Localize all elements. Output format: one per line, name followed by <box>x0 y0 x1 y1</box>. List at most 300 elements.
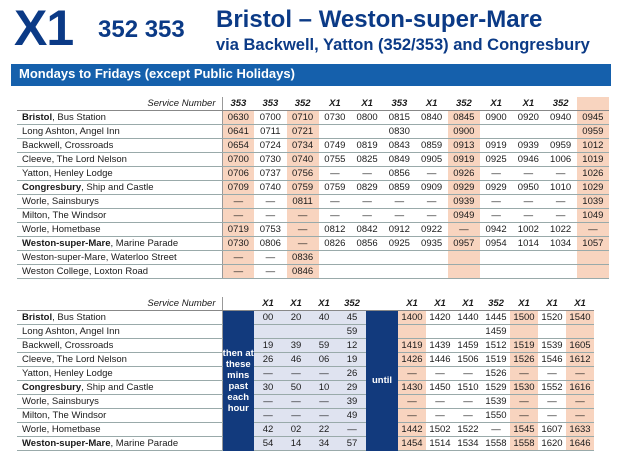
departure-time: 1534 <box>454 437 482 451</box>
stop-name <box>17 209 222 223</box>
table-row <box>17 195 609 209</box>
stop-name-main: Bristol <box>22 312 53 323</box>
table-row <box>17 111 609 125</box>
departure-time: 1520 <box>538 311 566 325</box>
departure-time: 1039 <box>577 195 609 209</box>
departure-time: — <box>426 367 454 381</box>
until-header-blank <box>366 297 398 311</box>
departure-time: — <box>545 209 577 223</box>
stop-name <box>17 381 222 395</box>
departure-time: 0919 <box>480 139 512 153</box>
minutes-past-hour: 46 <box>282 353 310 367</box>
departure-time: 0926 <box>448 167 480 181</box>
departure-time: 1445 <box>482 311 510 325</box>
departure-time: 0849 <box>383 153 415 167</box>
departure-time: 1420 <box>426 311 454 325</box>
service-number: 353 <box>222 97 254 111</box>
stop-name <box>17 325 222 339</box>
then-note: then at these mins past each hour <box>222 311 254 451</box>
table-row <box>17 381 622 395</box>
departure-time: — <box>510 395 538 409</box>
departure-time: 0641 <box>222 125 254 139</box>
departure-time: — <box>351 195 383 209</box>
departure-time: — <box>222 251 254 265</box>
departure-time: 0759 <box>287 181 319 195</box>
departure-time: — <box>319 167 351 181</box>
departure-time: 0929 <box>448 181 480 195</box>
departure-time: 0939 <box>448 195 480 209</box>
departure-time: 1550 <box>482 409 510 423</box>
departure-time: 1442 <box>398 423 426 437</box>
departure-time <box>319 265 351 279</box>
departure-time <box>545 125 577 139</box>
minutes-past-hour: 45 <box>338 311 366 325</box>
stop-name <box>17 223 222 237</box>
table-row <box>17 353 622 367</box>
departure-time: 0925 <box>480 153 512 167</box>
departure-time: — <box>398 409 426 423</box>
stop-name <box>17 195 222 209</box>
minutes-past-hour: 57 <box>338 437 366 451</box>
table-row <box>17 167 609 181</box>
departure-time: 1450 <box>426 381 454 395</box>
service-number: X1 <box>454 297 482 311</box>
departure-time: 0800 <box>351 111 383 125</box>
departure-time: 0830 <box>383 125 415 139</box>
departure-time: 1514 <box>426 437 454 451</box>
departure-time: 0756 <box>287 167 319 181</box>
departure-time: 1012 <box>577 139 609 153</box>
minutes-past-hour: 19 <box>254 339 282 353</box>
minutes-past-hour: 26 <box>338 367 366 381</box>
departure-time: 1006 <box>545 153 577 167</box>
service-number-row <box>17 97 609 111</box>
minutes-past-hour: 12 <box>338 339 366 353</box>
departure-time: 1439 <box>426 339 454 353</box>
departure-time: 0749 <box>319 139 351 153</box>
minutes-past-hour: 10 <box>310 381 338 395</box>
departure-time: 1510 <box>454 381 482 395</box>
departure-time: 0730 <box>222 237 254 251</box>
departure-time: — <box>538 409 566 423</box>
stop-name-main: Yatton, Henley Lodge <box>22 368 113 379</box>
departure-time: 0843 <box>383 139 415 153</box>
service-number: X1 <box>398 297 426 311</box>
departure-time: 1026 <box>577 167 609 181</box>
minutes-past-hour: — <box>282 395 310 409</box>
minutes-past-hour: 59 <box>338 325 366 339</box>
service-number: 352 <box>545 97 577 111</box>
minutes-past-hour: 59 <box>310 339 338 353</box>
stop-name-main: Weston-super-Mare <box>22 238 111 249</box>
departure-time: 0950 <box>512 181 544 195</box>
departure-time: 1539 <box>482 395 510 409</box>
departure-time: 1014 <box>512 237 544 251</box>
departure-time: — <box>319 209 351 223</box>
stop-name-main: Cleeve, The Lord Nelson <box>22 154 127 165</box>
table-row <box>17 265 609 279</box>
stop-name <box>17 153 222 167</box>
minutes-past-hour: — <box>310 367 338 381</box>
table-row <box>17 139 609 153</box>
departure-time: 0815 <box>383 111 415 125</box>
stop-name <box>17 367 222 381</box>
departure-time: — <box>454 367 482 381</box>
departure-time: — <box>538 367 566 381</box>
departure-time: — <box>480 209 512 223</box>
departure-time: — <box>482 423 510 437</box>
departure-time <box>426 325 454 339</box>
departure-time: 0935 <box>416 237 448 251</box>
departure-time <box>512 251 544 265</box>
departure-time: 1539 <box>538 339 566 353</box>
departure-time: 0753 <box>254 223 286 237</box>
departure-time: — <box>510 409 538 423</box>
service-number: X1 <box>512 97 544 111</box>
departure-time: 0919 <box>448 153 480 167</box>
departure-time: 0909 <box>416 181 448 195</box>
departure-time <box>351 265 383 279</box>
service-number: X1 <box>319 97 351 111</box>
departure-time: 0812 <box>319 223 351 237</box>
minutes-past-hour: 39 <box>282 339 310 353</box>
until-note: until <box>366 311 398 451</box>
departure-time: 1522 <box>454 423 482 437</box>
minutes-past-hour: 39 <box>338 395 366 409</box>
minutes-past-hour: 20 <box>282 311 310 325</box>
departure-time: — <box>566 367 594 381</box>
minutes-past-hour: — <box>254 409 282 423</box>
departure-time: 0929 <box>480 181 512 195</box>
departure-time: 0959 <box>545 139 577 153</box>
departure-time: 1502 <box>426 423 454 437</box>
minutes-past-hour: 54 <box>254 437 282 451</box>
departure-time <box>577 265 609 279</box>
service-number: X1 <box>426 297 454 311</box>
stop-name-main: Bristol <box>22 112 53 123</box>
departure-time: 1545 <box>510 423 538 437</box>
stop-name-main: Congresbury <box>22 182 82 193</box>
stop-name <box>17 251 222 265</box>
departure-time: — <box>416 209 448 223</box>
departure-time: 0945 <box>577 111 609 125</box>
stop-name <box>17 125 222 139</box>
stop-name-main: Weston College, Loxton Road <box>22 266 149 277</box>
departure-time: 1034 <box>545 237 577 251</box>
service-number: 352 <box>338 297 366 311</box>
stop-name-main: Worle, Sainsburys <box>22 396 99 407</box>
stop-name-detail: , Marine Parade <box>110 438 179 449</box>
table-row <box>17 423 622 437</box>
departure-time: 0942 <box>480 223 512 237</box>
departure-time: — <box>545 167 577 181</box>
departure-time: 0737 <box>254 167 286 181</box>
departure-time <box>416 265 448 279</box>
departure-time <box>480 125 512 139</box>
departure-time: 0730 <box>254 153 286 167</box>
departure-time: 1616 <box>566 381 594 395</box>
minutes-past-hour: 30 <box>254 381 282 395</box>
table-row <box>17 251 609 265</box>
departure-time: 1633 <box>566 423 594 437</box>
departure-time: 1049 <box>577 209 609 223</box>
departure-time: 0856 <box>383 167 415 181</box>
service-number: 352 <box>448 97 480 111</box>
stop-name-detail: , Bus Station <box>52 312 106 323</box>
departure-time: — <box>254 209 286 223</box>
departure-time <box>510 325 538 339</box>
departure-time: — <box>287 223 319 237</box>
departure-time <box>416 125 448 139</box>
departure-time <box>319 125 351 139</box>
departure-time: 1400 <box>398 311 426 325</box>
departure-time: 0724 <box>254 139 286 153</box>
day-band: Mondays to Fridays (except Public Holidays) <box>11 64 611 83</box>
departure-time <box>398 325 426 339</box>
departure-time: 0826 <box>319 237 351 251</box>
service-number-label: Service Number <box>17 97 222 111</box>
departure-time: 1019 <box>577 153 609 167</box>
minutes-past-hour <box>282 325 310 339</box>
departure-time: 0840 <box>416 111 448 125</box>
departure-time <box>383 251 415 265</box>
table-row <box>17 409 622 423</box>
stop-name-main: Long Ashton, Angel Inn <box>22 326 120 337</box>
service-number-label: Service Number <box>17 297 222 311</box>
minutes-past-hour <box>310 325 338 339</box>
timetable-morning <box>17 97 609 279</box>
stop-name-main: Congresbury <box>22 382 82 393</box>
service-number: 352 <box>482 297 510 311</box>
then-header-blank <box>222 297 254 311</box>
minutes-past-hour: — <box>282 367 310 381</box>
departure-time <box>319 251 351 265</box>
departure-time: — <box>416 195 448 209</box>
departure-time: 1526 <box>482 367 510 381</box>
minutes-past-hour: 26 <box>254 353 282 367</box>
departure-time: — <box>512 195 544 209</box>
departure-time <box>351 251 383 265</box>
stop-name-main: Weston-super-Mare <box>22 438 111 449</box>
stop-name-main: Worle, Sainsburys <box>22 196 99 207</box>
route-via: via Backwell, Yatton (352/353) and Congresbury <box>216 36 590 54</box>
departure-time: — <box>510 367 538 381</box>
minutes-past-hour: 00 <box>254 311 282 325</box>
departure-time: 0829 <box>351 181 383 195</box>
stop-name <box>17 395 222 409</box>
minutes-past-hour: 02 <box>282 423 310 437</box>
departure-time: 1430 <box>398 381 426 395</box>
service-number: X1 <box>254 297 282 311</box>
departure-time: — <box>254 265 286 279</box>
service-number: 352 <box>287 97 319 111</box>
minutes-past-hour: 19 <box>338 353 366 367</box>
departure-time: — <box>577 223 609 237</box>
service-number: X1 <box>416 97 448 111</box>
departure-time: 0922 <box>416 223 448 237</box>
table-row <box>17 237 609 251</box>
departure-time: — <box>448 223 480 237</box>
departure-time: 0957 <box>448 237 480 251</box>
departure-time: — <box>454 409 482 423</box>
table-row <box>17 153 609 167</box>
minutes-past-hour: 29 <box>338 381 366 395</box>
departure-time: 1519 <box>510 339 538 353</box>
departure-time: 0859 <box>383 181 415 195</box>
departure-time: 1459 <box>482 325 510 339</box>
departure-time: 1540 <box>566 311 594 325</box>
table-row <box>17 125 609 139</box>
route-number: X1 <box>14 0 74 56</box>
departure-time: 1529 <box>482 381 510 395</box>
departure-time: 0905 <box>416 153 448 167</box>
minutes-past-hour: 40 <box>310 311 338 325</box>
timetable-afternoon <box>17 297 622 451</box>
minutes-past-hour: — <box>310 395 338 409</box>
timetable-header <box>0 0 628 62</box>
departure-time: 1530 <box>510 381 538 395</box>
departure-time: 1620 <box>538 437 566 451</box>
departure-time: — <box>454 395 482 409</box>
departure-time <box>480 265 512 279</box>
departure-time: 0706 <box>222 167 254 181</box>
departure-time: — <box>287 209 319 223</box>
departure-time: 0859 <box>416 139 448 153</box>
departure-time: — <box>545 195 577 209</box>
table-row <box>17 395 622 409</box>
stop-name-main: Milton, The Windsor <box>22 210 107 221</box>
stop-name-main: Worle, Hometbase <box>22 224 101 235</box>
stop-name <box>17 181 222 195</box>
departure-time: 0925 <box>383 237 415 251</box>
stop-name-detail: , Bus Station <box>52 112 106 123</box>
minutes-past-hour: 22 <box>310 423 338 437</box>
departure-time <box>448 265 480 279</box>
day-band-underline <box>11 83 611 86</box>
minutes-past-hour: — <box>338 423 366 437</box>
departure-time: 1605 <box>566 339 594 353</box>
departure-time: 0959 <box>577 125 609 139</box>
departure-time: 0654 <box>222 139 254 153</box>
stop-name-main: Cleeve, The Lord Nelson <box>22 354 127 365</box>
table-row <box>17 181 609 195</box>
departure-time: 0711 <box>254 125 286 139</box>
minutes-past-hour: 06 <box>310 353 338 367</box>
service-number: 353 <box>254 97 286 111</box>
table-row <box>17 437 622 451</box>
service-number: X1 <box>351 97 383 111</box>
departure-time: 0700 <box>254 111 286 125</box>
departure-time: 0825 <box>351 153 383 167</box>
minutes-past-hour: 42 <box>254 423 282 437</box>
stop-name-main: Milton, The Windsor <box>22 410 107 421</box>
departure-time <box>416 251 448 265</box>
minutes-past-hour: — <box>282 409 310 423</box>
departure-time: 1519 <box>482 353 510 367</box>
stop-name-main: Yatton, Henley Lodge <box>22 168 113 179</box>
departure-time: 0734 <box>287 139 319 153</box>
service-number-row <box>17 297 622 311</box>
stop-name <box>17 139 222 153</box>
departure-time: 1029 <box>577 181 609 195</box>
route-title: Bristol – Weston-super-Mare <box>216 6 543 33</box>
departure-time: 1440 <box>454 311 482 325</box>
table-row <box>17 325 622 339</box>
departure-time: 0946 <box>512 153 544 167</box>
service-number: X1 <box>566 297 594 311</box>
departure-time: 0846 <box>287 265 319 279</box>
service-number: X1 <box>510 297 538 311</box>
departure-time: — <box>480 167 512 181</box>
departure-time <box>512 125 544 139</box>
departure-time: — <box>287 237 319 251</box>
table-row <box>17 367 622 381</box>
departure-time: 0845 <box>448 111 480 125</box>
departure-time: — <box>512 167 544 181</box>
departure-time: 0949 <box>448 209 480 223</box>
departure-time: 0920 <box>512 111 544 125</box>
departure-time: 1612 <box>566 353 594 367</box>
minutes-past-hour: — <box>254 395 282 409</box>
departure-time: 1546 <box>538 353 566 367</box>
stop-name <box>17 437 222 451</box>
stop-name-main: Backwell, Crossroads <box>22 340 114 351</box>
service-number: X1 <box>480 97 512 111</box>
stop-name <box>17 339 222 353</box>
departure-time: 0710 <box>287 111 319 125</box>
departure-time: 0721 <box>287 125 319 139</box>
departure-time <box>454 325 482 339</box>
stop-name <box>17 409 222 423</box>
departure-time: — <box>398 395 426 409</box>
departure-time <box>545 265 577 279</box>
departure-time: — <box>351 209 383 223</box>
table-row <box>17 223 609 237</box>
departure-time: 1010 <box>545 181 577 195</box>
service-number: X1 <box>310 297 338 311</box>
stop-name-detail: , Ship and Castle <box>81 182 154 193</box>
departure-time: 0700 <box>222 153 254 167</box>
departure-time: — <box>398 367 426 381</box>
departure-time <box>538 325 566 339</box>
stop-name <box>17 111 222 125</box>
departure-time: — <box>538 395 566 409</box>
stop-name-main: Weston-super-Mare, Waterloo Street <box>22 252 177 263</box>
departure-time: 0719 <box>222 223 254 237</box>
departure-time: — <box>254 251 286 265</box>
minutes-past-hour: 49 <box>338 409 366 423</box>
stop-name-main: Long Ashton, Angel Inn <box>22 126 120 137</box>
departure-time: — <box>566 395 594 409</box>
departure-time <box>577 251 609 265</box>
departure-time: 1426 <box>398 353 426 367</box>
departure-time: — <box>319 195 351 209</box>
minutes-past-hour: 34 <box>310 437 338 451</box>
stop-name-main: Worle, Hometbase <box>22 424 101 435</box>
departure-time: 0836 <box>287 251 319 265</box>
departure-time: — <box>222 195 254 209</box>
departure-time: 0740 <box>254 181 286 195</box>
departure-time: — <box>222 265 254 279</box>
departure-time: 0900 <box>448 125 480 139</box>
departure-time: 0842 <box>351 223 383 237</box>
stop-name <box>17 423 222 437</box>
departure-time: 1446 <box>426 353 454 367</box>
departure-time: 1552 <box>538 381 566 395</box>
stop-name <box>17 311 222 325</box>
departure-time: 0913 <box>448 139 480 153</box>
departure-time: — <box>512 209 544 223</box>
